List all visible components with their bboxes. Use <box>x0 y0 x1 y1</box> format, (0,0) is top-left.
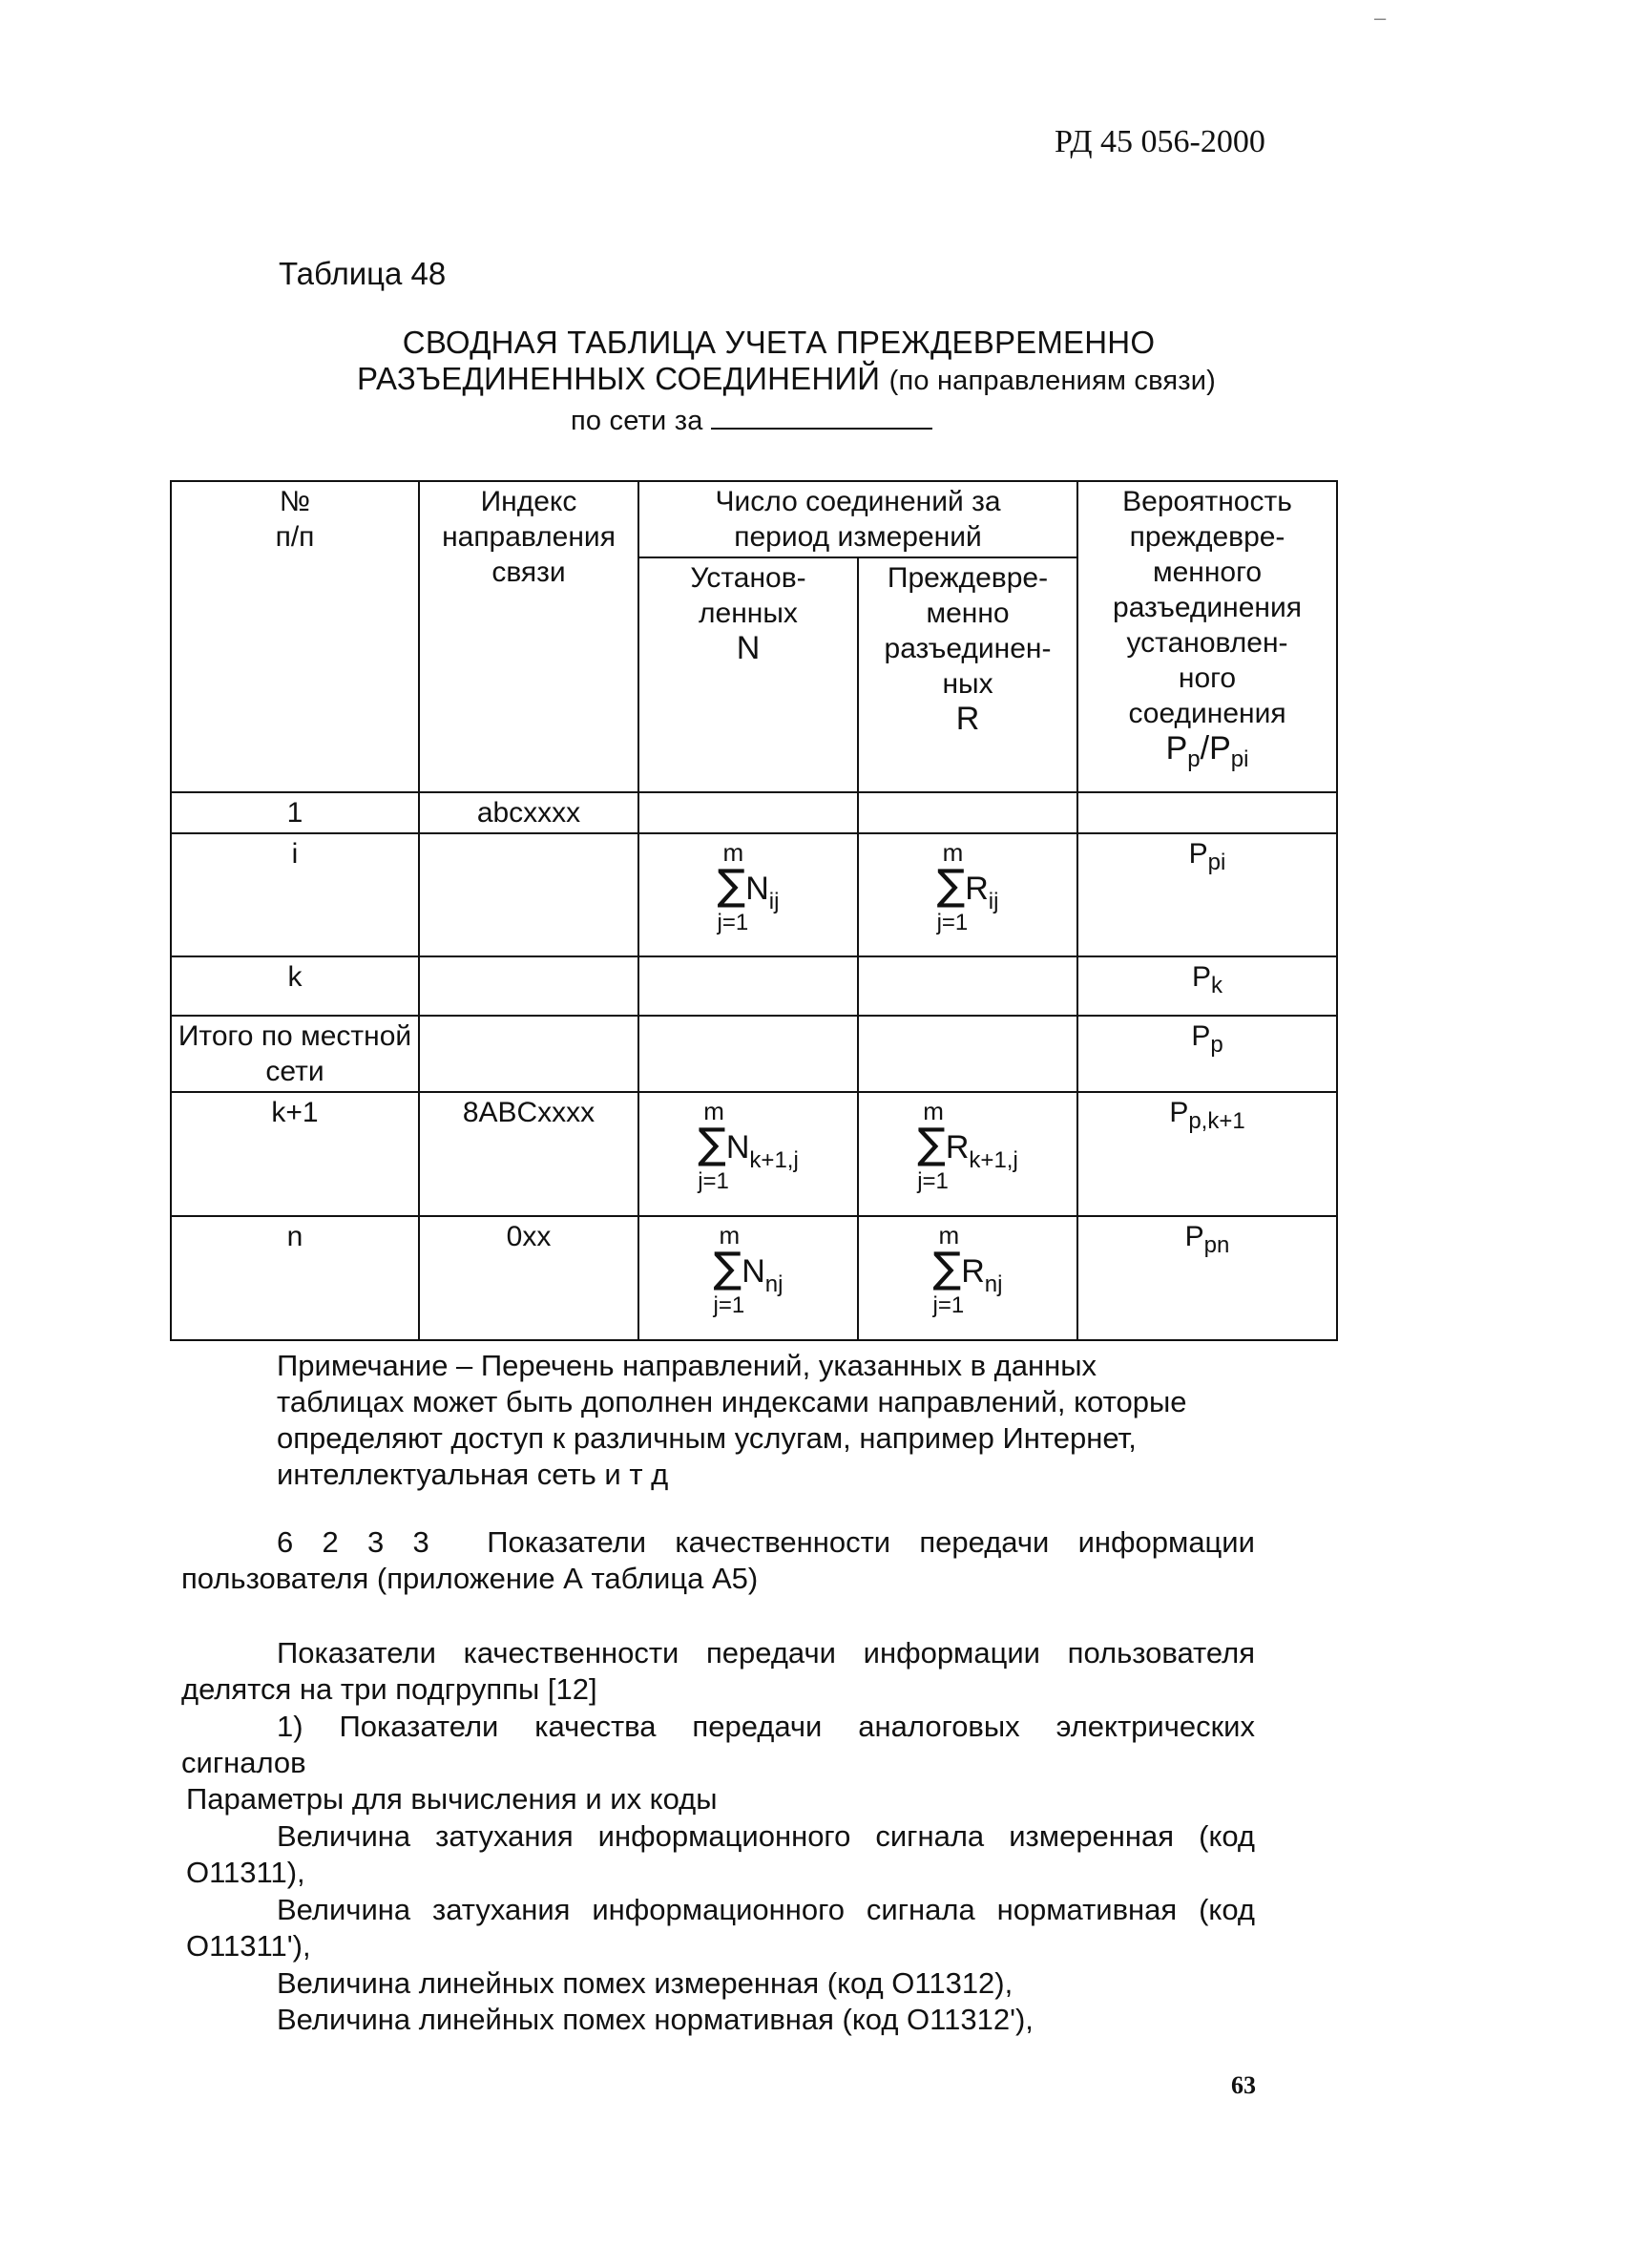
header-num: № п/п <box>171 481 419 792</box>
corner-mark: – <box>1374 6 1387 30</box>
table-row: k $P_k$ <box>171 956 1337 1016</box>
table-note: Примечание – Перечень направлений, указанных в данных таблицах может быть дополнен индексами направлений, которые определяют доступ к различным услугам, например Интернет, интеллектуальная сеть и т д <box>277 1349 1187 1491</box>
table-title-line-2 <box>0 361 1601 397</box>
summary-table <box>170 480 1338 1341</box>
sum-n: m $\sum N_{ij}$ j=1 <box>717 838 780 935</box>
body-paragraph: О11311'), <box>186 1929 311 1963</box>
period-blank-field <box>711 405 932 430</box>
body-paragraph: О11311), <box>186 1856 305 1889</box>
body-paragraph: Величина линейных помех нормативная (код О11312'), <box>277 2003 1034 2036</box>
table-row: n 0xx m $\sum N_{nj}$ j=1 m $\sum R_{nj}$ j=1 $P_{pn}$ <box>171 1216 1337 1340</box>
body-paragraph: Параметры для вычисления и их коды <box>186 1782 718 1816</box>
header-count-group: Число соединений за период измерений <box>638 481 1077 557</box>
probability-value: $P_{pn}$ <box>1077 1216 1337 1340</box>
header-probability: Вероятность преждевре- менного разъединения установлен- ного соединения $P_p/P_{pi}$ <box>1077 481 1337 792</box>
sum-r: m $\sum R_{nj}$ j=1 <box>932 1221 1003 1318</box>
header-premature: Преждевре- менно разъединен- ных R <box>858 557 1077 792</box>
sum-n: m $\sum N_{nj}$ j=1 <box>713 1221 784 1318</box>
document-code: РД 45 056-2000 <box>1055 124 1265 159</box>
probability-value: $P_{pi}$ <box>1077 833 1337 956</box>
body-paragraph: 1) Показатели качества передачи аналоговых электрических <box>277 1710 1255 1743</box>
table-row: Итого по местной сети $P_p$ <box>171 1016 1337 1092</box>
body-paragraph: Показатели качественности передачи информации пользователя <box>277 1636 1255 1670</box>
period-label: по сети за <box>571 406 703 436</box>
probability-value: $P_p$ <box>1077 1016 1337 1092</box>
table-title-line-1: СВОДНАЯ ТАБЛИЦА УЧЕТА ПРЕЖДЕВРЕМЕННО <box>402 325 1156 360</box>
table-row: i m $\sum N_{ij}$ j=1 m $\sum R_{ij}$ j=1 $P_{pi}$ <box>171 833 1337 956</box>
header-established: Установ- ленных N <box>638 557 858 792</box>
sum-n: m $\sum N_{k+1,j}$ j=1 <box>698 1097 799 1194</box>
sum-r: m $\sum R_{ij}$ j=1 <box>936 838 999 935</box>
header-index: Индекс направления связи <box>419 481 638 792</box>
table-row: 1 abcxxxx <box>171 792 1337 833</box>
table-title-line-3 <box>571 405 932 437</box>
table-title-main: РАЗЪЕДИНЕННЫХ СОЕДИНЕНИЙ <box>356 361 881 396</box>
body-paragraph: Величина линейных помех измеренная (код О11312), <box>277 1966 1014 2000</box>
body-paragraph: сигналов <box>181 1746 306 1779</box>
section-heading-cont: пользователя (приложение А таблица А5) <box>181 1562 759 1595</box>
table-label: Таблица 48 <box>279 256 447 291</box>
body-paragraph: Величина затухания информационного сигнала нормативная (код <box>277 1893 1255 1926</box>
body-paragraph: Величина затухания информационного сигнала измеренная (код <box>277 1819 1255 1853</box>
section-heading: 6 2 3 3 Показатели качественности передачи информации <box>277 1525 1255 1559</box>
table-title-qualifier: (по направлениям связи) <box>888 366 1216 396</box>
probability-value: $P_k$ <box>1077 956 1337 1016</box>
table-row: k+1 8ABCxxxx m $\sum N_{k+1,j}$ j=1 m $\sum R_{k+1,j}$ j=1 $P_{p,k+1}$ <box>171 1092 1337 1216</box>
body-paragraph: делятся на три подгруппы [12] <box>181 1672 597 1706</box>
sum-r: m $\sum R_{k+1,j}$ j=1 <box>917 1097 1018 1194</box>
probability-symbol: $P_p/P_{pi}$ <box>1165 730 1249 772</box>
probability-value: $P_{p,k+1}$ <box>1077 1092 1337 1216</box>
page-number: 63 <box>1231 2071 1256 2099</box>
